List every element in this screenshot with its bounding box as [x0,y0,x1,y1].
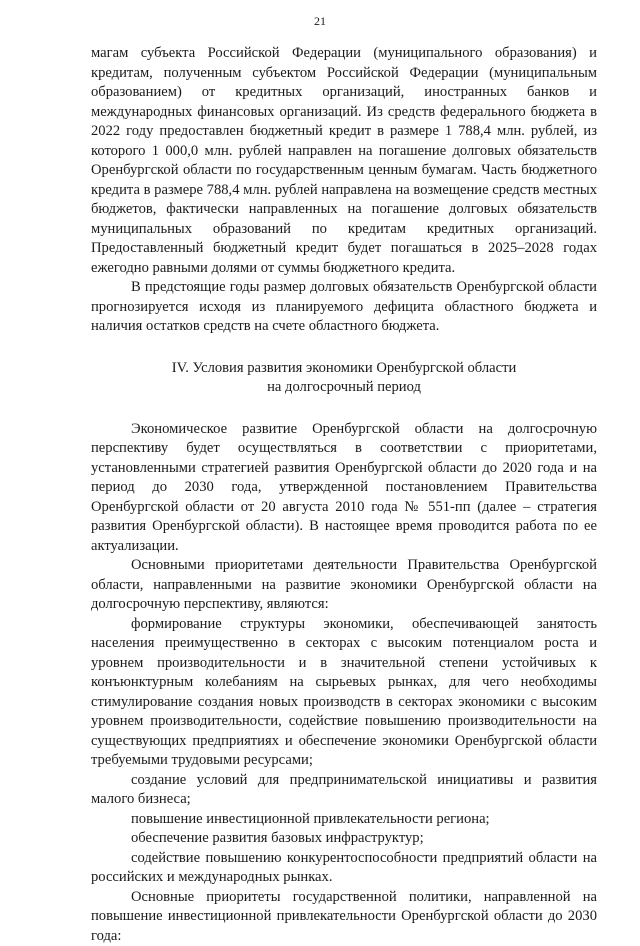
section-heading-line-1: IV. Условия развития экономики Оренбургской области [91,359,597,379]
list-item-investment-attractiveness: повышение инвестиционной привлекательности региона; [91,810,597,830]
list-item-infrastructure: обеспечение развития базовых инфраструктур; [91,829,597,849]
section-heading-line-2: на долгосрочный период [91,378,597,398]
document-body [91,44,597,946]
list-item-entrepreneurship: создание условий для предпринимательской инициативы и развития малого бизнеса; [91,771,597,810]
list-item-economy-structure: формирование структуры экономики, обеспечивающей занятость населения преимущественно в секторах с высоким потенциалом роста и уровнем производительности и в значительной степени устойчивых к конъюнктурным колебаниям на сырьевых рынках, для чего необходимы стимулирование создания новых производств в секторах экономики с высоким уровнем производительности, содействие повышению производительности на существующих предприятиях и обеспечение экономики Оренбургской области требуемыми трудовыми ресурсами; [91,615,597,771]
paragraph-government-priorities: Основными приоритетами деятельности Правительства Оренбургской области, направленными на развитие экономики Оренбургской области на долгосрочную перспективу, являются: [91,556,597,615]
paragraph-state-policy-priorities: Основные приоритеты государственной политики, направленной на повышение инвестиционной привлекательности Оренбургской области до 2030 года: [91,888,597,946]
list-item-competitiveness: содействие повышению конкурентоспособности предприятий области на российских и международных рынках. [91,849,597,888]
paragraph-debt-credits: магам субъекта Российской Федерации (муниципального образования) и кредитам, полученным субъектом Российской Федерации (муниципальным образованием) от кредитных организаций, иностранных банков и международных финансовых организаций. Из средств федерального бюджета в 2022 году предоставлен бюджетный кредит в размере 1 788,4 млн. рублей, из которого 1 000,0 млн. рублей направлен на погашение долговых обязательств Оренбургской области по государственным ценным бумагам. Часть бюджетного кредита в размере 788,4 млн. рублей направлена на возмещение средств местных бюджетов, фактически направленных на погашение долговых обязательств муниципальных образований по кредитам кредитных организаций. Предоставленный бюджетный кредит будет погашаться в 2025–2028 годах ежегодно равными долями от суммы бюджетного кредита. [91,44,597,278]
section-heading [91,359,597,398]
page-number: 21 [0,14,640,28]
paragraph-debt-forecast: В предстоящие годы размер долговых обязательств Оренбургской области прогнозируется исходя из планируемого дефицита областного бюджета и наличия остатков средств на счете областного бюджета. [91,278,597,337]
paragraph-economic-development: Экономическое развитие Оренбургской области на долгосрочную перспективу будет осуществляться в соответствии с приоритетами, установленными стратегией развития Оренбургской области до 2020 года и на период до 2030 года, утвержденной постановлением Правительства Оренбургской области от 20 августа 2010 года № 551-пп (далее – стратегия развития Оренбургской области). В настоящее время проводится работа по ее актуализации. [91,420,597,557]
